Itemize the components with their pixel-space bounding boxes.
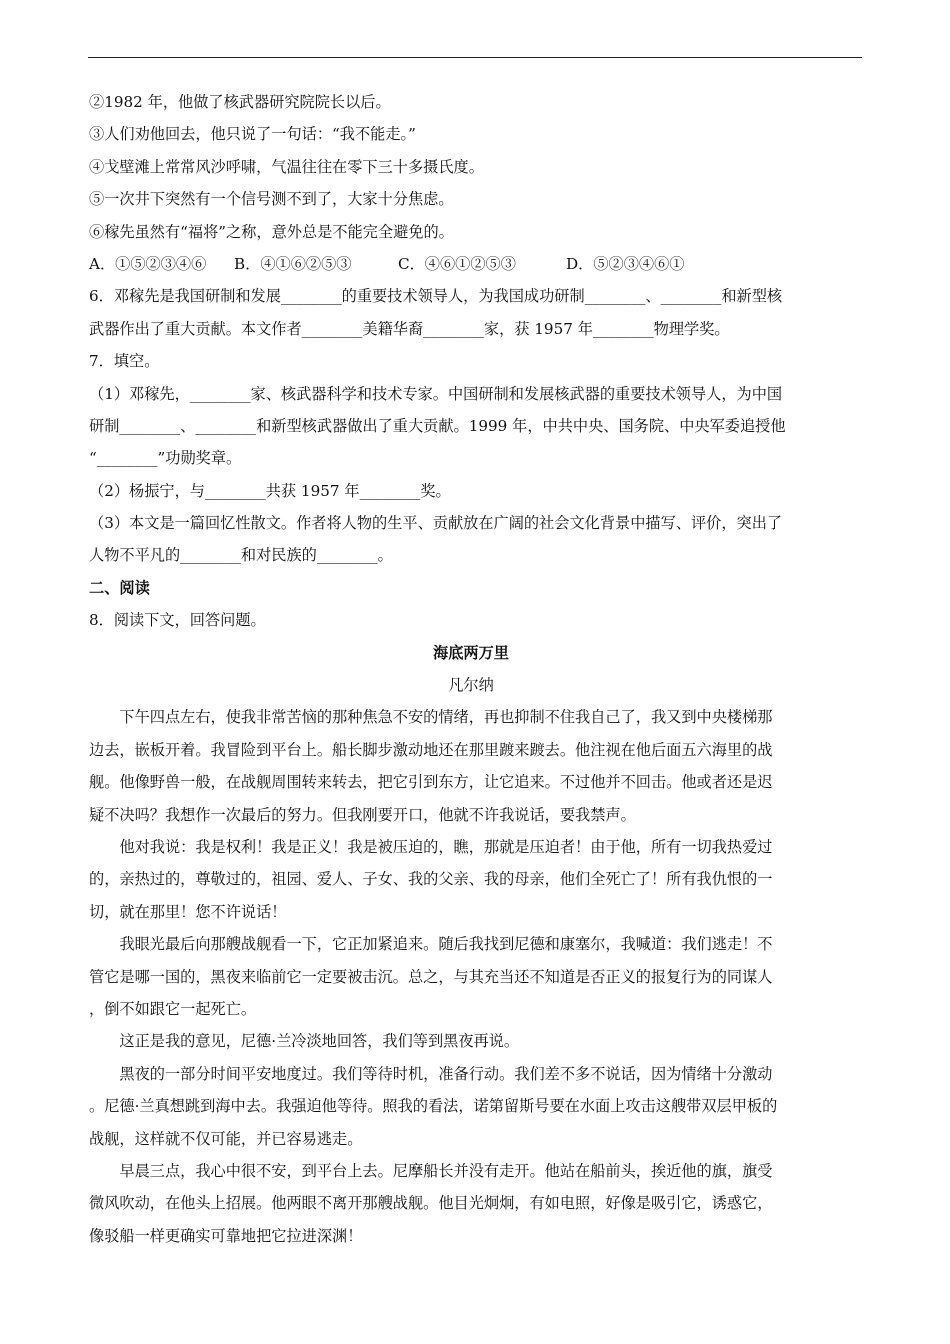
paragraph-line: 这正是我的意见，尼德·兰冷淡地回答，我们等到黑夜再说。 [119, 1032, 520, 1051]
question-7-part-1-line-1: （1）邓稼先，________家、核武器科学和技术专家。中国研制和发展核武器的重要技术领导人，为中国 [89, 384, 783, 403]
option-a[interactable]: A．①⑤②③④⑥ [89, 254, 207, 273]
passage-paragraph-2 [89, 831, 853, 928]
item-6: ⑥稼先虽然有“福将”之称，意外总是不能完全避免的。 [89, 222, 454, 241]
passage-paragraph-6 [89, 1155, 853, 1252]
question-7-part-3-line-1: （3）本文是一篇回忆性散文。作者将人物的生平、贡献放在广阔的社会文化背景中描写、评价，突出了 [89, 514, 783, 533]
passage-paragraph-4 [89, 1025, 853, 1057]
paragraph-line: 微风吹动，在他头上招展。他两眼不离开那艘战舰。他目光炯炯，有如电照，好像是吸引它，诱惑它， [89, 1194, 773, 1213]
question-7-part-3-line-2: 人物不平凡的________和对民族的________。 [89, 546, 393, 565]
paragraph-line: 黑夜的一部分时间平安地度过。我们等待时机，准备行动。我们差不多不说话，因为情绪十分激动 [119, 1064, 773, 1083]
passage-title: 海底两万里 [433, 643, 509, 662]
question-7-part-2: （2）杨振宁，与________共获 1957 年________奖。 [89, 481, 451, 500]
paragraph-line: 早晨三点，我心中很不安，到平台上去。尼摩船长并没有走开。他站在船前头，挨近他的旗，旗受 [119, 1161, 773, 1180]
answer-options [89, 248, 853, 280]
question-6-line-1: 6．邓稼先是我国研制和发展________的重要技术领导人，为我国成功研制________、________和新型核 [89, 287, 783, 306]
passage-paragraph-1 [89, 701, 853, 831]
question-7-part-1-line-2: 研制________、________和新型核武器做出了重大贡献。1999 年，中共中央、国务院、中央军委追授他 [89, 416, 786, 435]
paragraph-line: 切，就在那里！您不许说话！ [89, 902, 287, 921]
paragraph-line: 疑不决吗？我想作一次最后的努力。但我刚要开口，他就不许我说话，要我禁声。 [89, 805, 636, 824]
item-2: ②1982 年，他做了核武器研究院院长以后。 [89, 93, 391, 111]
paragraph-line: 他对我说：我是权利！我是正义！我是被压迫的，瞧，那就是压迫者！由于他，所有一切我热爱过 [119, 837, 773, 856]
option-b[interactable]: B．④①⑥②⑤③ [234, 254, 352, 273]
paragraph-line: 像驳船一样更确实可靠地把它拉进深渊！ [89, 1226, 363, 1245]
paragraph-line: 的，亲热过的，尊敬过的，祖园、爱人、子女、我的父亲、我的母亲，他们全死亡了！所有我仇恨的一 [89, 870, 773, 889]
paragraph-line: 下午四点左右，使我非常苦恼的那种焦急不安的情绪，再也抑制不住我自己了，我又到中央楼梯那 [119, 708, 773, 727]
option-c[interactable]: C．④⑥①②⑤③ [398, 254, 516, 273]
question-8: 8．阅读下文，回答问题。 [89, 611, 266, 630]
passage-paragraph-5 [89, 1058, 853, 1155]
item-3: ③人们劝他回去，他只说了一句话：“我不能走。” [89, 125, 416, 144]
paragraph-line: 战舰，这样就不仅可能，并已容易逃走。 [89, 1129, 363, 1148]
paragraph-line: 。尼德·兰真想跳到海中去。我强迫他等待。照我的看法，诺第留斯号要在水面上攻击这艘带双层甲板的 [89, 1097, 778, 1116]
item-4: ④戈壁滩上常常风沙呼啸，气温往往在零下三十多摄氏度。 [89, 157, 484, 176]
question-7-title: 7．填空。 [89, 352, 160, 371]
section-heading-reading: 二、阅读 [89, 578, 150, 597]
question-6-line-2: 武器作出了重大贡献。本文作者________美籍华裔________家，获 1957 年________物理学奖。 [89, 319, 730, 338]
passage-paragraph-3 [89, 928, 853, 1025]
paragraph-line: 管它是哪一国的，黑夜来临前它一定要被击沉。总之，与其充当还不知道是否正义的报复行为的同谋人 [89, 967, 773, 986]
document-page [89, 86, 853, 1252]
paragraph-line: 边去，嵌板开着。我冒险到平台上。船长脚步激动地还在那里踱来踱去。他注视在他后面五六海里的战 [89, 740, 773, 759]
paragraph-line: 舰。他像野兽一般，在战舰周围转来转去，把它引到东方，让它追来。不过他并不回击。他或者还是迟 [89, 773, 773, 792]
paragraph-line: 我眼光最后向那艘战舰看一下，它正加紧追来。随后我找到尼德和康塞尔，我喊道：我们逃走！不 [119, 935, 773, 954]
item-5: ⑤一次井下突然有一个信号测不到了，大家十分焦虑。 [89, 190, 454, 209]
option-d[interactable]: D．⑤②③④⑥① [566, 254, 685, 273]
header-rule [88, 57, 862, 58]
passage-author: 凡尔纳 [448, 676, 494, 695]
question-7-part-1-line-3: “________”功勋奖章。 [89, 449, 242, 468]
paragraph-line: ，倒不如跟它一起死亡。 [89, 999, 257, 1018]
